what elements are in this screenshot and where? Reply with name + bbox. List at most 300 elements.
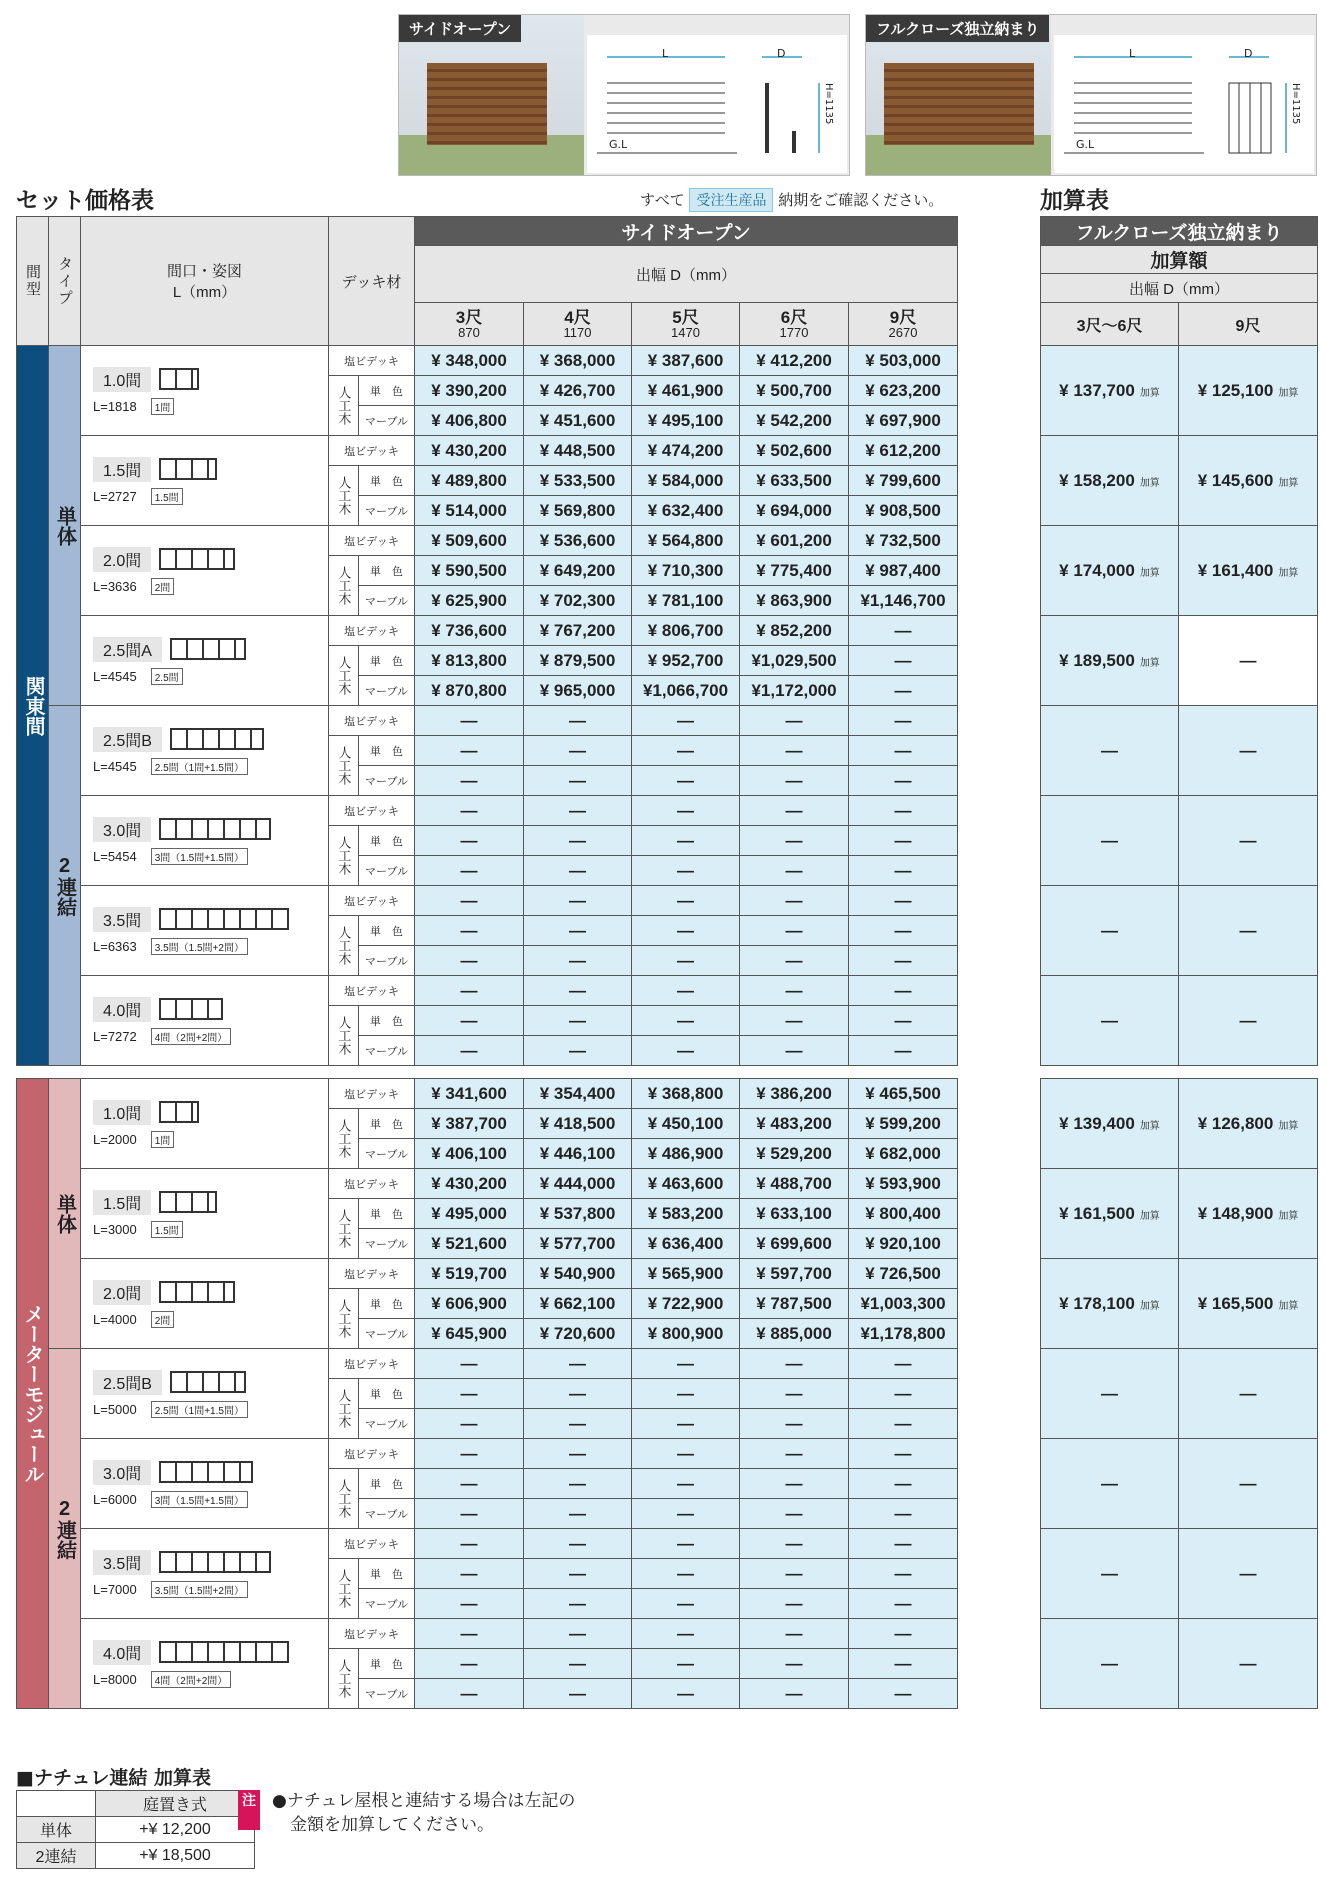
price-cell: — <box>415 1619 524 1649</box>
price-cell: — <box>849 886 958 916</box>
table-row <box>17 1529 958 1559</box>
add-price: — <box>1101 1563 1118 1583</box>
deck-label: 単 色 <box>359 1289 415 1319</box>
deck-label: 単 色 <box>359 826 415 856</box>
price-cell: ¥ 387,600 <box>632 346 740 376</box>
price-cell: — <box>524 1589 632 1619</box>
add-price: — <box>1101 830 1118 850</box>
price-cell: — <box>524 1559 632 1589</box>
deck-label: 単 色 <box>359 466 415 496</box>
add-header-amount: 加算額 <box>1041 246 1318 274</box>
deck-label: マーブル <box>359 1036 415 1066</box>
add-header-depth: 出幅 D（mm） <box>1041 274 1318 303</box>
price-cell: ¥ 732,500 <box>849 526 958 556</box>
table-row <box>1041 1259 1318 1349</box>
jinkoboku-label: 人工木 <box>329 376 359 436</box>
deck-label: 塩ビデッキ <box>329 1349 415 1379</box>
price-cell: — <box>415 1349 524 1379</box>
price-cell: — <box>740 1589 849 1619</box>
price-cell: — <box>632 976 740 1006</box>
size-caption: 1間 <box>151 398 175 415</box>
price-cell: ¥ 726,500 <box>849 1259 958 1289</box>
deck-label: 単 色 <box>359 1379 415 1409</box>
price-cell: — <box>849 1469 958 1499</box>
deck-label: 塩ビデッキ <box>329 976 415 1006</box>
full-close-diagram <box>1054 35 1314 173</box>
dim-l-label: L <box>662 47 669 60</box>
price-cell: — <box>524 736 632 766</box>
size-label: 1.5間 <box>93 457 151 482</box>
type-label: 2連結 <box>49 1349 81 1709</box>
price-cell: — <box>415 1589 524 1619</box>
add-price-cell <box>1041 616 1179 706</box>
size-caption: 1間 <box>151 1131 175 1148</box>
price-cell: — <box>740 1349 849 1379</box>
panel-tag-side-open: サイドオープン <box>399 15 521 42</box>
deck-label: 塩ビデッキ <box>329 1169 415 1199</box>
depth-shaku: 9尺 <box>889 308 917 327</box>
depth-mm: 1170 <box>563 325 592 340</box>
price-cell: — <box>632 1379 740 1409</box>
price-cell: ¥ 767,200 <box>524 616 632 646</box>
price-cell: — <box>415 1649 524 1679</box>
col-header-ken: 間型 <box>17 217 49 346</box>
price-cell: ¥ 354,400 <box>524 1079 632 1109</box>
price-cell: — <box>740 1409 849 1439</box>
deck-label: 単 色 <box>359 1559 415 1589</box>
size-label: 1.0間 <box>93 367 151 392</box>
jinkoboku-label: 人工木 <box>329 646 359 706</box>
frame-diagram-icon <box>159 368 199 390</box>
price-cell: ¥ 465,500 <box>849 1079 958 1109</box>
add-price-cell <box>1041 976 1179 1066</box>
size-caption: 2.5間（1間+1.5間） <box>151 758 248 775</box>
price-cell: — <box>415 886 524 916</box>
price-cell: — <box>524 1649 632 1679</box>
col-header-side-open: サイドオープン <box>415 217 958 246</box>
frame-diagram-icon <box>170 1371 246 1393</box>
price-cell: ¥ 386,200 <box>740 1079 849 1109</box>
depth-mm: 1770 <box>779 325 809 340</box>
price-cell: ¥ 800,900 <box>632 1319 740 1349</box>
table-row <box>1041 886 1318 976</box>
table-row <box>17 886 958 916</box>
nature-row-label: 2連結 <box>17 1843 96 1869</box>
deck-label: 塩ビデッキ <box>329 886 415 916</box>
price-cell: — <box>415 1469 524 1499</box>
add-price: — <box>1239 1383 1257 1403</box>
size-label: 3.5間 <box>93 907 151 932</box>
table-row <box>17 1259 958 1289</box>
price-cell: ¥ 601,200 <box>740 526 849 556</box>
depth-mm: 1470 <box>671 325 700 340</box>
price-cell: — <box>524 826 632 856</box>
price-cell: — <box>415 1006 524 1036</box>
deck-label: 塩ビデッキ <box>329 706 415 736</box>
add-price-cell <box>1041 436 1179 526</box>
size-cell <box>81 796 329 886</box>
table-row <box>1041 796 1318 886</box>
add-price: ¥ 158,200 <box>1059 470 1135 490</box>
size-length: L=3636 <box>93 578 137 594</box>
price-cell: ¥ 852,200 <box>740 616 849 646</box>
table-row <box>17 706 958 736</box>
deck-label: 塩ビデッキ <box>329 346 415 376</box>
price-cell: ¥ 533,500 <box>524 466 632 496</box>
price-cell: — <box>415 1499 524 1529</box>
deck-label: マーブル <box>359 856 415 886</box>
deck-label: マーブル <box>359 1229 415 1259</box>
price-cell: — <box>524 1379 632 1409</box>
table-row <box>1041 1529 1318 1619</box>
deck-label: 塩ビデッキ <box>329 1439 415 1469</box>
price-cell: — <box>524 946 632 976</box>
price-cell: — <box>849 1036 958 1066</box>
price-cell: ¥ 461,900 <box>632 376 740 406</box>
add-price-cell <box>1041 886 1179 976</box>
add-price-cell <box>1179 436 1318 526</box>
price-cell: — <box>740 1499 849 1529</box>
price-cell: — <box>524 1529 632 1559</box>
price-cell: ¥ 908,500 <box>849 496 958 526</box>
add-unit: 加算 <box>1278 1210 1299 1222</box>
frame-diagram-icon <box>159 1461 253 1483</box>
col-header-size <box>81 217 329 346</box>
add-price-table <box>1040 216 1318 1709</box>
add-price: — <box>1101 740 1118 760</box>
price-cell: — <box>849 766 958 796</box>
price-cell: — <box>740 886 849 916</box>
add-price: ¥ 125,100 <box>1197 380 1274 400</box>
nature-row-value: +¥ 18,500 <box>96 1843 255 1869</box>
price-cell: ¥1,029,500 <box>740 646 849 676</box>
price-cell: ¥ 519,700 <box>415 1259 524 1289</box>
add-price: ¥ 161,500 <box>1059 1203 1135 1223</box>
price-cell: — <box>632 916 740 946</box>
price-cell: — <box>849 1619 958 1649</box>
add-unit: 加算 <box>1278 1300 1299 1312</box>
add-unit: 加算 <box>1278 477 1299 489</box>
price-cell: ¥ 348,000 <box>415 346 524 376</box>
jinkoboku-label: 人工木 <box>329 466 359 526</box>
size-length: L=6000 <box>93 1491 137 1507</box>
price-cell: — <box>415 796 524 826</box>
price-cell: — <box>415 1409 524 1439</box>
price-cell: ¥ 694,000 <box>740 496 849 526</box>
deck-label: マーブル <box>359 766 415 796</box>
frame-diagram-icon <box>159 1191 217 1213</box>
table-row <box>17 1843 255 1869</box>
price-cell: ¥ 593,900 <box>849 1169 958 1199</box>
price-cell: — <box>740 856 849 886</box>
size-caption: 4間（2間+2間） <box>151 1671 232 1688</box>
jinkoboku-label: 人工木 <box>329 826 359 886</box>
size-cell <box>81 436 329 526</box>
size-label: 3.5間 <box>93 1550 151 1575</box>
price-cell: — <box>415 1559 524 1589</box>
deck-label: 単 色 <box>359 916 415 946</box>
price-cell: — <box>524 706 632 736</box>
add-price-cell <box>1041 1079 1179 1169</box>
depth-shaku: 5尺 <box>672 308 699 327</box>
deck-label: マーブル <box>359 1319 415 1349</box>
price-cell: ¥ 448,500 <box>524 436 632 466</box>
add-unit: 加算 <box>1139 657 1160 669</box>
region-gap <box>17 1066 958 1079</box>
price-cell: ¥ 632,400 <box>632 496 740 526</box>
price-cell: ¥ 474,200 <box>632 436 740 466</box>
deck-label: 塩ビデッキ <box>329 616 415 646</box>
nature-row-value: +¥ 12,200 <box>96 1817 255 1843</box>
price-cell: — <box>632 736 740 766</box>
price-cell: ¥ 495,000 <box>415 1199 524 1229</box>
price-cell: — <box>740 766 849 796</box>
add-unit: 加算 <box>1278 567 1299 579</box>
price-cell: ¥ 509,600 <box>415 526 524 556</box>
size-length: L=4545 <box>93 758 137 774</box>
price-cell: — <box>849 1006 958 1036</box>
deck-fence-image <box>884 63 1034 145</box>
table-row <box>1041 526 1318 616</box>
size-cell <box>81 616 329 706</box>
price-cell: ¥ 495,100 <box>632 406 740 436</box>
col-header-depth-0 <box>415 303 524 346</box>
price-cell: — <box>632 1559 740 1589</box>
region-label: 関東間 <box>17 346 49 1066</box>
add-price: — <box>1101 1653 1118 1673</box>
dimension-diagram <box>1054 35 1314 173</box>
price-cell: — <box>849 1649 958 1679</box>
price-cell: — <box>415 1036 524 1066</box>
size-caption: 2.5間 <box>151 668 183 685</box>
nature-add-table <box>16 1790 255 1869</box>
panel-tag-full-close: フルクローズ独立納まり <box>866 15 1049 42</box>
region-gap <box>1041 1066 1318 1079</box>
add-header-full-close: フルクローズ独立納まり <box>1041 217 1318 246</box>
jinkoboku-label: 人工木 <box>329 556 359 616</box>
size-caption: 3.5間（1.5間+2間） <box>151 938 248 955</box>
price-cell: ¥ 426,700 <box>524 376 632 406</box>
size-label: 2.0間 <box>93 1280 151 1305</box>
price-cell: — <box>415 706 524 736</box>
price-cell: — <box>849 1589 958 1619</box>
price-cell: — <box>415 736 524 766</box>
add-unit: 加算 <box>1278 387 1299 399</box>
price-cell: — <box>524 1349 632 1379</box>
price-cell: ¥ 565,900 <box>632 1259 740 1289</box>
add-price: — <box>1239 1653 1257 1673</box>
price-cell: — <box>632 1679 740 1709</box>
add-price-cell <box>1179 1169 1318 1259</box>
col-header-depth-3 <box>740 303 849 346</box>
full-close-panel <box>865 14 1317 176</box>
price-cell: — <box>524 1499 632 1529</box>
price-cell: — <box>740 916 849 946</box>
price-cell: — <box>740 1679 849 1709</box>
add-unit: 加算 <box>1278 1120 1299 1132</box>
header-row <box>1041 246 1318 274</box>
price-cell: — <box>524 1679 632 1709</box>
price-cell: — <box>849 1349 958 1379</box>
size-label: 2.5間B <box>93 1370 162 1395</box>
price-cell: — <box>632 1036 740 1066</box>
price-cell: ¥ 537,800 <box>524 1199 632 1229</box>
price-cell: ¥ 623,200 <box>849 376 958 406</box>
size-label: 4.0間 <box>93 997 151 1022</box>
price-cell: — <box>632 826 740 856</box>
price-cell: ¥ 450,100 <box>632 1109 740 1139</box>
deck-label: 単 色 <box>359 376 415 406</box>
header-row <box>1041 274 1318 303</box>
deck-label: 塩ビデッキ <box>329 526 415 556</box>
price-cell: ¥ 542,200 <box>740 406 849 436</box>
price-cell: — <box>415 826 524 856</box>
add-price-cell <box>1179 1529 1318 1619</box>
add-col-0: 3尺〜6尺 <box>1041 303 1179 346</box>
table-row <box>17 1619 958 1649</box>
nature-add-title: ■ナチュレ連結 加算表 <box>16 1767 211 1789</box>
size-cell <box>81 1079 329 1169</box>
add-price: ¥ 139,400 <box>1059 1113 1135 1133</box>
size-length: L=2727 <box>93 488 137 504</box>
price-cell: ¥ 536,600 <box>524 526 632 556</box>
price-cell: — <box>524 1409 632 1439</box>
price-cell: ¥ 649,200 <box>524 556 632 586</box>
add-price-cell <box>1179 526 1318 616</box>
add-price: — <box>1239 920 1257 940</box>
type-label: 単体 <box>49 1079 81 1349</box>
price-cell: ¥ 569,800 <box>524 496 632 526</box>
price-cell: ¥ 529,200 <box>740 1139 849 1169</box>
deck-label: マーブル <box>359 406 415 436</box>
size-length: L=7000 <box>93 1581 137 1597</box>
size-caption: 3間（1.5間+1.5間） <box>151 848 248 865</box>
price-cell: — <box>632 1499 740 1529</box>
price-cell: — <box>849 916 958 946</box>
price-cell: — <box>849 1679 958 1709</box>
side-open-panel <box>398 14 850 176</box>
dim-gl-label: G.L <box>609 138 628 151</box>
price-cell: — <box>849 736 958 766</box>
price-cell: — <box>632 1469 740 1499</box>
col-header-type: タイプ <box>49 217 81 346</box>
table-row <box>1041 976 1318 1066</box>
add-price-cell <box>1041 796 1179 886</box>
jinkoboku-label: 人工木 <box>329 1199 359 1259</box>
price-cell: ¥ 368,000 <box>524 346 632 376</box>
table-row <box>1041 1439 1318 1529</box>
deck-label: 塩ビデッキ <box>329 436 415 466</box>
add-price: ¥ 126,800 <box>1197 1113 1274 1133</box>
frame-diagram-icon <box>159 908 289 930</box>
size-label: 3.0間 <box>93 817 151 842</box>
size-cell <box>81 976 329 1066</box>
table-row <box>17 346 958 376</box>
size-label: 3.0間 <box>93 1460 151 1485</box>
price-cell: — <box>415 1679 524 1709</box>
size-length: L=7272 <box>93 1028 137 1044</box>
set-price-table <box>16 216 958 1709</box>
price-cell: — <box>849 1499 958 1529</box>
price-cell: — <box>524 916 632 946</box>
add-price-cell <box>1179 1439 1318 1529</box>
add-price: ¥ 189,500 <box>1059 650 1135 670</box>
price-cell: ¥ 483,200 <box>740 1109 849 1139</box>
dimension-diagram <box>587 35 847 173</box>
depth-mm: 870 <box>458 325 480 340</box>
price-cell: ¥ 736,600 <box>415 616 524 646</box>
deck-label: 塩ビデッキ <box>329 1079 415 1109</box>
add-unit: 加算 <box>1139 1300 1160 1312</box>
price-cell: ¥ 645,900 <box>415 1319 524 1349</box>
add-price-cell <box>1041 1349 1179 1439</box>
deck-label: 単 色 <box>359 1469 415 1499</box>
add-price-cell <box>1179 346 1318 436</box>
price-cell: ¥ 787,500 <box>740 1289 849 1319</box>
add-price-cell <box>1041 1259 1179 1349</box>
price-cell: — <box>849 1409 958 1439</box>
price-cell: ¥ 430,200 <box>415 436 524 466</box>
add-price: ¥ 145,600 <box>1197 470 1274 490</box>
table-row <box>1041 1169 1318 1259</box>
price-cell: ¥ 720,600 <box>524 1319 632 1349</box>
price-cell: — <box>740 706 849 736</box>
size-cell <box>81 346 329 436</box>
add-price-cell <box>1041 346 1179 436</box>
price-cell: ¥ 885,000 <box>740 1319 849 1349</box>
price-cell: ¥ 775,400 <box>740 556 849 586</box>
add-price-cell <box>1041 1169 1179 1259</box>
price-cell: ¥ 987,400 <box>849 556 958 586</box>
price-cell: — <box>524 766 632 796</box>
side-open-diagram <box>587 35 847 173</box>
nature-col-header: 庭置き式 <box>96 1791 255 1817</box>
price-cell: ¥ 870,800 <box>415 676 524 706</box>
add-price-cell <box>1041 1529 1179 1619</box>
price-cell: — <box>740 1439 849 1469</box>
price-cell: — <box>849 856 958 886</box>
size-label: 2.5間A <box>93 637 162 662</box>
deck-label: マーブル <box>359 1679 415 1709</box>
table-row <box>17 976 958 1006</box>
deck-label: 塩ビデッキ <box>329 1619 415 1649</box>
table-row <box>17 1817 255 1843</box>
size-label: 1.5間 <box>93 1190 151 1215</box>
size-length: L=2000 <box>93 1131 137 1147</box>
size-cell <box>81 526 329 616</box>
table-row <box>1041 706 1318 796</box>
deck-label: マーブル <box>359 496 415 526</box>
size-label: 1.0間 <box>93 1100 151 1125</box>
price-cell: — <box>632 946 740 976</box>
col-header-size-unit: L（mm） <box>172 284 237 301</box>
size-cell <box>81 1349 329 1439</box>
table-row <box>17 526 958 556</box>
price-cell: — <box>415 916 524 946</box>
add-price: — <box>1239 830 1257 850</box>
frame-diagram-icon <box>159 1551 271 1573</box>
price-cell: ¥ 488,700 <box>740 1169 849 1199</box>
add-price-cell <box>1041 1439 1179 1529</box>
deck-label: マーブル <box>359 1499 415 1529</box>
price-cell: ¥ 486,900 <box>632 1139 740 1169</box>
depth-shaku: 3尺 <box>455 308 483 327</box>
add-price-cell <box>1179 1349 1318 1439</box>
add-unit: 加算 <box>1139 1120 1160 1132</box>
add-price-cell <box>1041 1619 1179 1709</box>
price-cell: ¥ 390,200 <box>415 376 524 406</box>
price-cell: — <box>849 796 958 826</box>
